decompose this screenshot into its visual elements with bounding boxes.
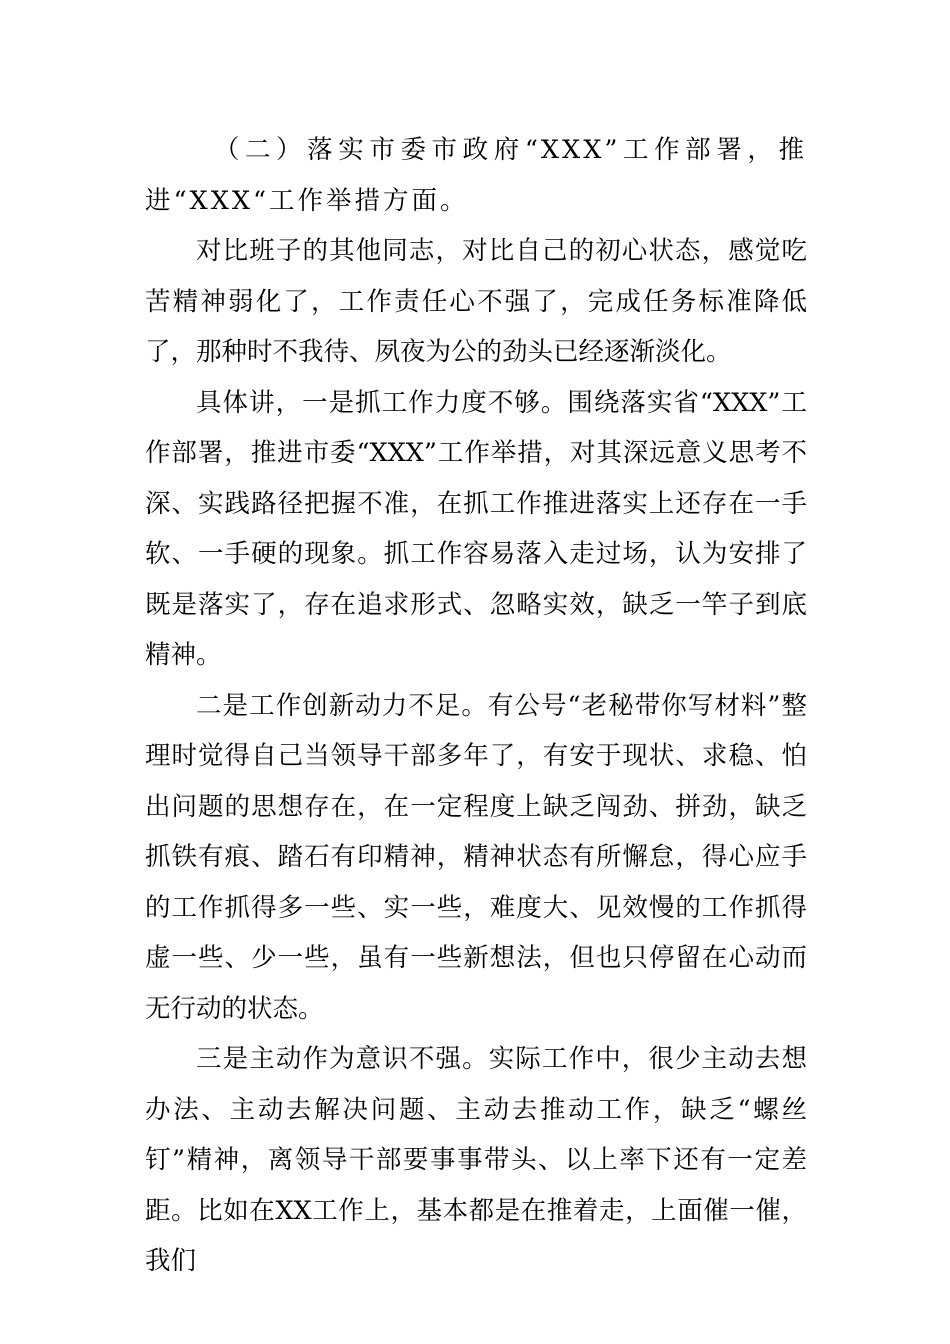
paragraph-point-one: 具体讲，一是抓工作力度不够。围绕落实省“XXX”工作部署，推进市委“XXX”工作举措，对其深远意义思考不深、实践路径把握不准，在抓工作推进落实上还存在一手软、一手硬的现象。抓工作容易落入走过场，认为安排了既是落实了，存在追求形式、忽略实效，缺乏一竿子到底精神。 xyxy=(145,387,807,670)
paragraph-overview: 对比班子的其他同志，对比自己的初心状态，感觉吃苦精神弱化了，工作责任心不强了，完成任务标准降低了，那种时不我待、夙夜为公的劲头已经逐渐淡化。 xyxy=(145,236,807,367)
paragraph-point-three: 三是主动作为意识不强。实际工作中，很少主动去想办法、主动去解决问题、主动去推动工作，缺乏“螺丝钉”精神，离领导干部要事事带头、以上率下还有一定差距。比如在XX工作上，基本都是在推着走，上面催一催，我们 xyxy=(145,1044,807,1276)
section-heading: （二）落实市委市政府“XXX”工作部署，推进“XXX“工作举措方面。 xyxy=(145,135,807,216)
paragraph-point-two: 二是工作创新动力不足。有公号“老秘带你写材料”整理时觉得自己当领导干部多年了，有安于现状、求稳、怕出问题的思想存在，在一定程度上缺乏闯劲、拼劲，缺乏抓铁有痕、踏石有印精神，精神状态有所懈怠，得心应手的工作抓得多一些、实一些，难度大、见效慢的工作抓得虚一些、少一些，虽有一些新想法，但也只停留在心动而无行动的状态。 xyxy=(145,690,807,1024)
document-body xyxy=(145,125,807,1287)
